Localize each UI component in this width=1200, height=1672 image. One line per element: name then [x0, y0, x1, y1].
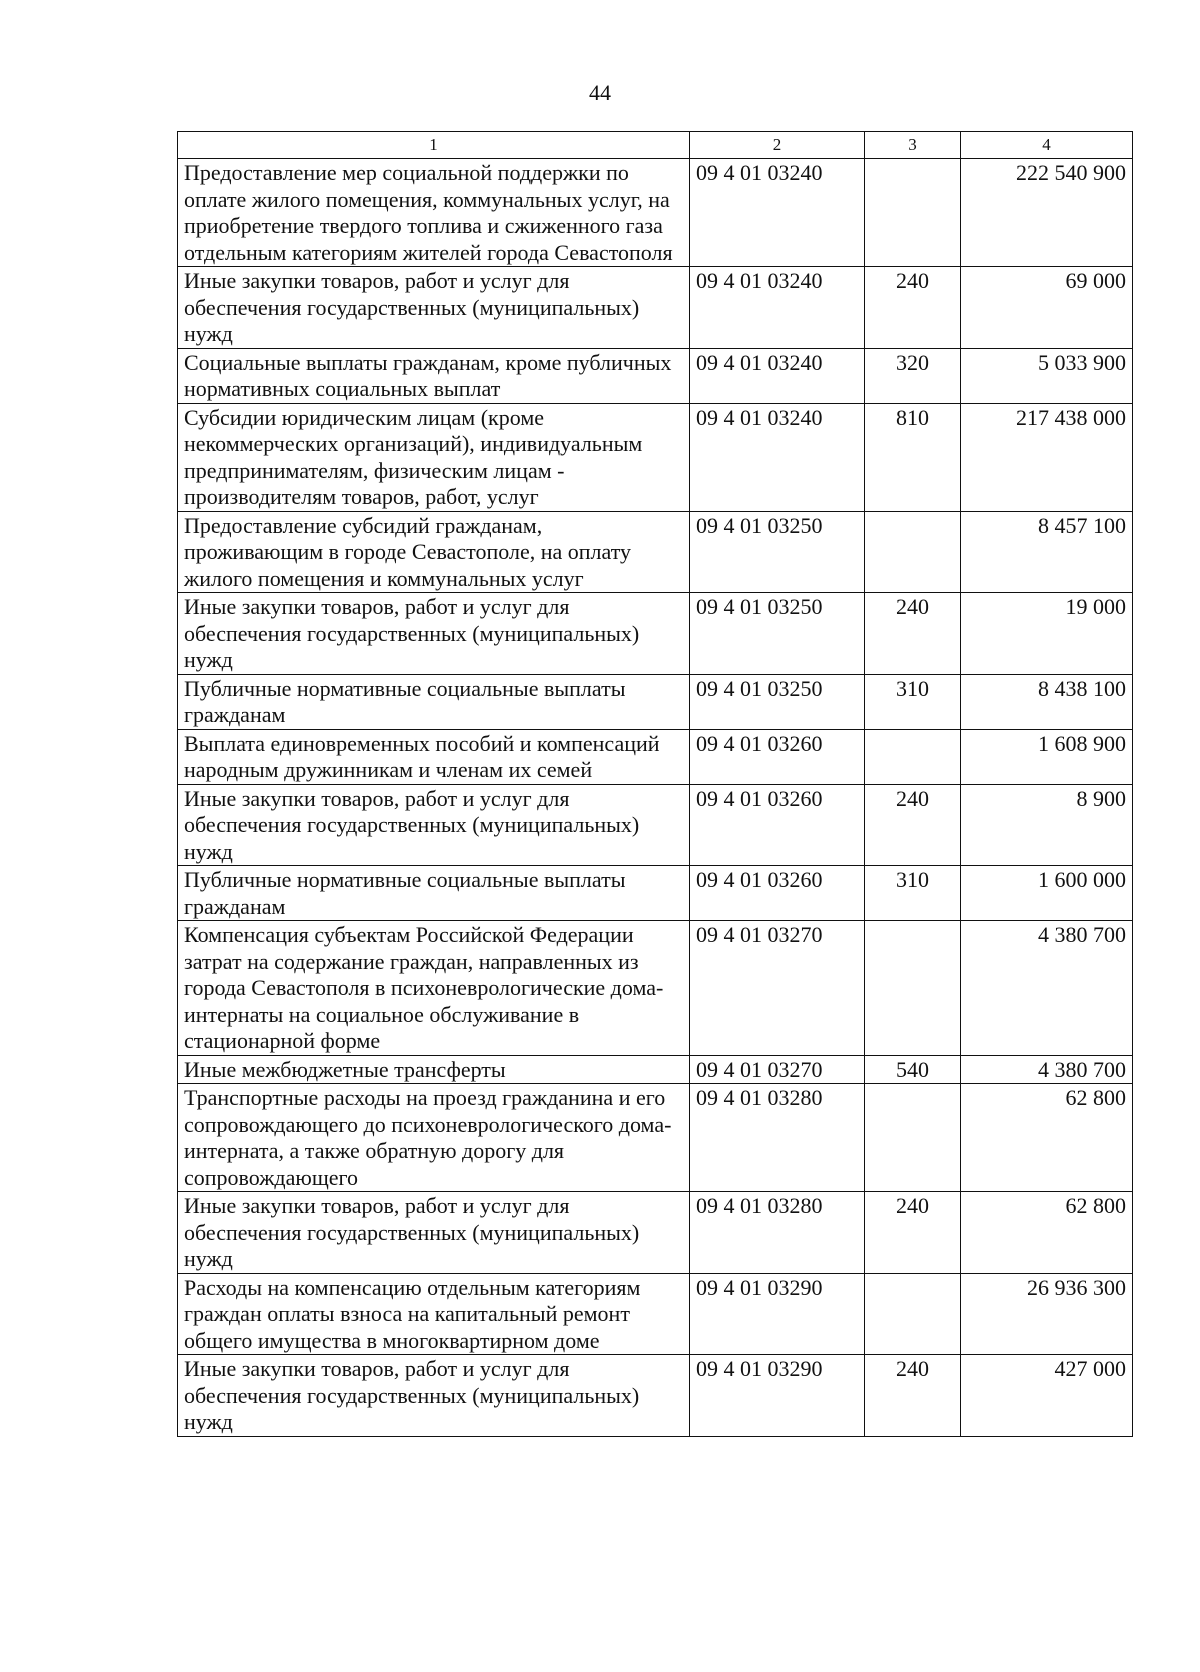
- row-type-cell: 240: [865, 784, 961, 866]
- row-type-cell: 540: [865, 1055, 961, 1084]
- row-type-cell: [865, 159, 961, 267]
- table-row: [178, 729, 1133, 784]
- row-name-cell: Публичные нормативные социальные выплаты гражданам: [178, 674, 690, 729]
- row-amount-cell: 222 540 900: [961, 159, 1133, 267]
- row-code-cell: 09 4 01 03270: [690, 921, 865, 1056]
- row-code-cell: 09 4 01 03260: [690, 784, 865, 866]
- table-row: [178, 1084, 1133, 1192]
- row-name-cell: Иные закупки товаров, работ и услуг для обеспечения государственных (муниципальных) нужд: [178, 784, 690, 866]
- row-name-cell: Субсидии юридическим лицам (кроме некоммерческих организаций), индивидуальным предпринимателям, физическим лицам - производителям товаров, работ, услуг: [178, 403, 690, 511]
- row-type-cell: [865, 1273, 961, 1355]
- table-row: [178, 866, 1133, 921]
- row-code-cell: 09 4 01 03250: [690, 511, 865, 593]
- row-name-cell: Иные закупки товаров, работ и услуг для обеспечения государственных (муниципальных) нужд: [178, 267, 690, 349]
- row-type-cell: [865, 729, 961, 784]
- row-name-cell: Предоставление субсидий гражданам, проживающим в городе Севастополе, на оплату жилого помещения и коммунальных услуг: [178, 511, 690, 593]
- row-name-cell: Расходы на компенсацию отдельным категориям граждан оплаты взноса на капитальный ремонт общего имущества в многоквартирном доме: [178, 1273, 690, 1355]
- row-code-cell: 09 4 01 03260: [690, 729, 865, 784]
- table-row: [178, 348, 1133, 403]
- table-body: [178, 159, 1133, 1437]
- row-amount-cell: 8 900: [961, 784, 1133, 866]
- table-row: [178, 784, 1133, 866]
- row-name-cell: Предоставление мер социальной поддержки по оплате жилого помещения, коммунальных услуг, на приобретение твердого топлива и сжиженного газа отдельным категориям жителей города Севастополя: [178, 159, 690, 267]
- row-amount-cell: 19 000: [961, 593, 1133, 675]
- row-amount-cell: 62 800: [961, 1084, 1133, 1192]
- row-type-cell: 240: [865, 1192, 961, 1274]
- row-name-cell: Выплата единовременных пособий и компенсаций народным дружинникам и членам их семей: [178, 729, 690, 784]
- table-row: [178, 1192, 1133, 1274]
- row-type-cell: 240: [865, 1355, 961, 1437]
- row-code-cell: 09 4 01 03260: [690, 866, 865, 921]
- row-amount-cell: 4 380 700: [961, 1055, 1133, 1084]
- header-col-3: 3: [865, 132, 961, 159]
- row-amount-cell: 8 438 100: [961, 674, 1133, 729]
- row-name-cell: Транспортные расходы на проезд гражданина и его сопровождающего до психоневрологического дома-интерната, а также обратную дорогу для сопровождающего: [178, 1084, 690, 1192]
- row-code-cell: 09 4 01 03290: [690, 1273, 865, 1355]
- row-name-cell: Компенсация субъектам Российской Федерации затрат на содержание граждан, направленных из города Севастополя в психоневрологические дома-интернаты на социальное обслуживание в стационарной форме: [178, 921, 690, 1056]
- row-name-cell: Иные межбюджетные трансферты: [178, 1055, 690, 1084]
- row-type-cell: 310: [865, 866, 961, 921]
- table-row: [178, 1273, 1133, 1355]
- row-amount-cell: 8 457 100: [961, 511, 1133, 593]
- row-type-cell: 810: [865, 403, 961, 511]
- row-code-cell: 09 4 01 03250: [690, 593, 865, 675]
- row-code-cell: 09 4 01 03270: [690, 1055, 865, 1084]
- row-name-cell: Иные закупки товаров, работ и услуг для обеспечения государственных (муниципальных) нужд: [178, 1355, 690, 1437]
- row-amount-cell: 1 608 900: [961, 729, 1133, 784]
- table-row: [178, 159, 1133, 267]
- row-name-cell: Публичные нормативные социальные выплаты гражданам: [178, 866, 690, 921]
- table-row: [178, 267, 1133, 349]
- row-type-cell: [865, 511, 961, 593]
- row-name-cell: Социальные выплаты гражданам, кроме публичных нормативных социальных выплат: [178, 348, 690, 403]
- row-type-cell: [865, 921, 961, 1056]
- table-row: [178, 511, 1133, 593]
- row-code-cell: 09 4 01 03240: [690, 159, 865, 267]
- row-name-cell: Иные закупки товаров, работ и услуг для обеспечения государственных (муниципальных) нужд: [178, 593, 690, 675]
- row-amount-cell: 427 000: [961, 1355, 1133, 1437]
- row-amount-cell: 62 800: [961, 1192, 1133, 1274]
- row-code-cell: 09 4 01 03280: [690, 1084, 865, 1192]
- table-row: [178, 1055, 1133, 1084]
- row-amount-cell: 69 000: [961, 267, 1133, 349]
- row-code-cell: 09 4 01 03240: [690, 403, 865, 511]
- row-name-cell: Иные закупки товаров, работ и услуг для обеспечения государственных (муниципальных) нужд: [178, 1192, 690, 1274]
- header-col-1: 1: [178, 132, 690, 159]
- budget-table: [177, 131, 1133, 1437]
- row-code-cell: 09 4 01 03240: [690, 348, 865, 403]
- row-amount-cell: 4 380 700: [961, 921, 1133, 1056]
- table-row: [178, 1355, 1133, 1437]
- header-col-2: 2: [690, 132, 865, 159]
- row-amount-cell: 217 438 000: [961, 403, 1133, 511]
- row-type-cell: [865, 1084, 961, 1192]
- row-type-cell: 240: [865, 267, 961, 349]
- header-col-4: 4: [961, 132, 1133, 159]
- row-type-cell: 310: [865, 674, 961, 729]
- table-header-row: [178, 132, 1133, 159]
- row-amount-cell: 1 600 000: [961, 866, 1133, 921]
- table-row: [178, 593, 1133, 675]
- table-row: [178, 921, 1133, 1056]
- row-type-cell: 240: [865, 593, 961, 675]
- page-number: 44: [589, 80, 611, 105]
- row-code-cell: 09 4 01 03250: [690, 674, 865, 729]
- table-row: [178, 674, 1133, 729]
- table-row: [178, 403, 1133, 511]
- row-code-cell: 09 4 01 03290: [690, 1355, 865, 1437]
- row-code-cell: 09 4 01 03240: [690, 267, 865, 349]
- row-amount-cell: 5 033 900: [961, 348, 1133, 403]
- row-type-cell: 320: [865, 348, 961, 403]
- row-code-cell: 09 4 01 03280: [690, 1192, 865, 1274]
- row-amount-cell: 26 936 300: [961, 1273, 1133, 1355]
